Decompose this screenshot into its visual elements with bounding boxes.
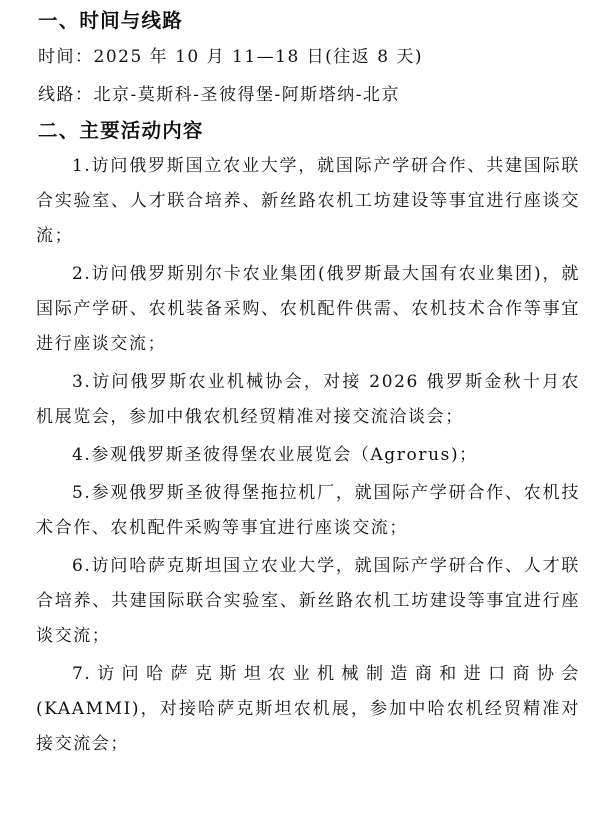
activity-item: 5.参观俄罗斯圣彼得堡拖拉机厂，就国际产学研合作、农机技术合作、农机配件采购等事宜进行座谈交流； — [36, 483, 580, 538]
route-label: 线路： — [38, 85, 94, 105]
activity-item: 2.访问俄罗斯别尔卡农业集团(俄罗斯最大国有农业集团)，就国际产学研、农机装备采购、农机配件供需、农机技术合作等事宜进行座谈交流； — [36, 264, 580, 354]
activity-list — [36, 149, 580, 762]
activity-item: 4.参观俄罗斯圣彼得堡农业展览会（Agrorus)； — [72, 445, 478, 465]
route-line — [36, 76, 580, 114]
activity-item: 1.访问俄罗斯国立农业大学，就国际产学研合作、共建国际联合实验室、人才联合培养、新丝路农机工坊建设等事宜进行座谈交流； — [36, 156, 580, 246]
section-heading-activities: 二、主要活动内容 — [38, 119, 204, 142]
time-label: 时间： — [38, 47, 94, 67]
section-heading-time-route: 一、时间与线路 — [38, 9, 183, 32]
activity-item: 3.访问俄罗斯农业机械协会，对接 2026 俄罗斯金秋十月农机展览会，参加中俄农机经贸精准对接交流洽谈会； — [36, 372, 580, 427]
route-value: 北京-莫斯科-圣彼得堡-阿斯塔纳-北京 — [93, 85, 400, 105]
time-value: 2025 年 10 月 11—18 日(往返 8 天) — [93, 47, 424, 67]
time-line — [36, 38, 580, 76]
activity-item: 7.访问哈萨克斯坦农业机械制造商和进口商协会(KAAMMI)，对接哈萨克斯坦农机展，参加中哈农机经贸精准对接交流会； — [36, 664, 580, 754]
activity-item: 6.访问哈萨克斯坦国立农业大学，就国际产学研合作、人才联合培养、共建国际联合实验室、新丝路农机工坊建设等事宜进行座谈交流； — [36, 556, 580, 646]
